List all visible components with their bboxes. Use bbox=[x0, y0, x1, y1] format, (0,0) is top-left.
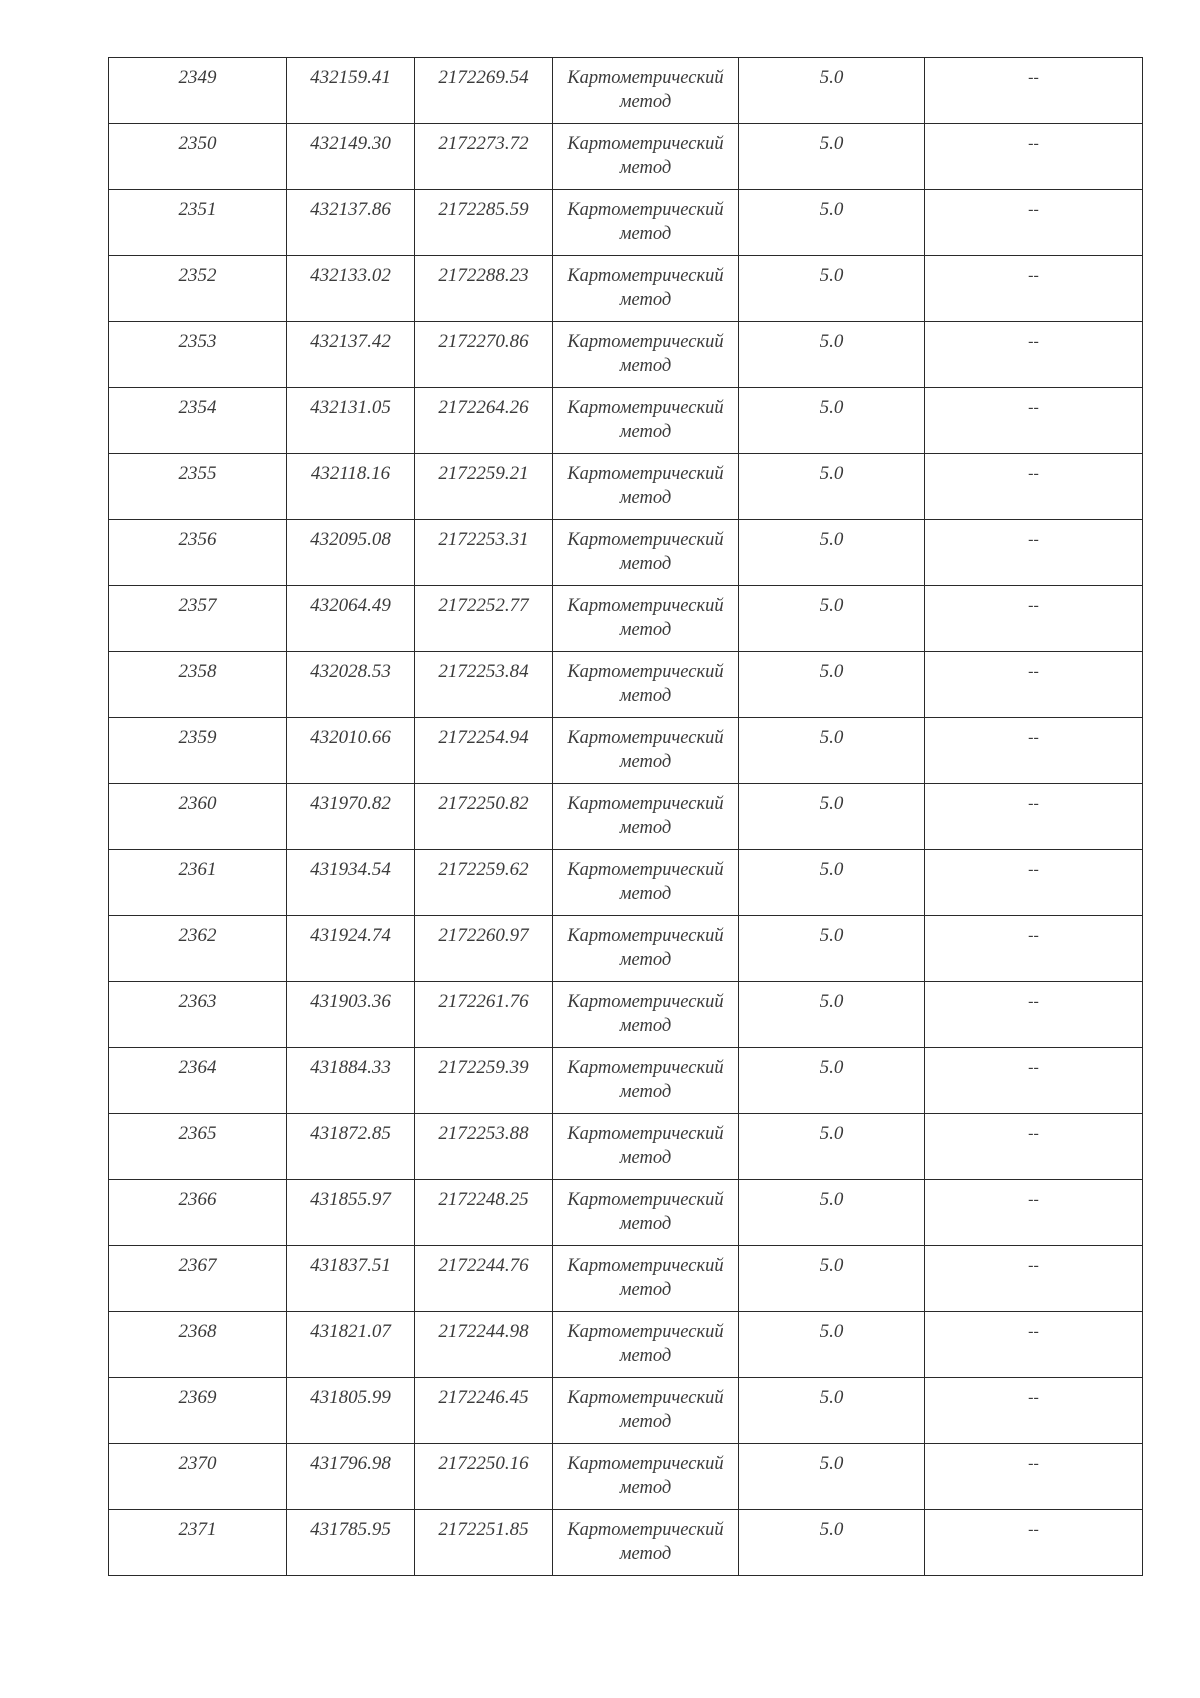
method-line-1: Картометрический bbox=[567, 1058, 724, 1078]
method-line-1: Картометрический bbox=[567, 662, 724, 682]
point-number-cell: 2349 bbox=[109, 58, 287, 124]
accuracy-cell: 5.0 bbox=[739, 1510, 925, 1576]
accuracy-cell: 5.0 bbox=[739, 124, 925, 190]
y-coordinate-cell: 2172253.88 bbox=[415, 1114, 553, 1180]
point-number-cell: 2371 bbox=[109, 1510, 287, 1576]
y-coordinate-cell: 2172288.23 bbox=[415, 256, 553, 322]
method-cell bbox=[553, 1312, 739, 1378]
accuracy-cell: 5.0 bbox=[739, 850, 925, 916]
table-row bbox=[109, 124, 1143, 190]
table-row bbox=[109, 850, 1143, 916]
table-row bbox=[109, 520, 1143, 586]
table-row bbox=[109, 322, 1143, 388]
method-line-2: метод bbox=[619, 290, 672, 310]
x-coordinate-cell: 432131.05 bbox=[287, 388, 415, 454]
note-cell: -- bbox=[925, 190, 1143, 256]
note-cell: -- bbox=[925, 58, 1143, 124]
accuracy-cell: 5.0 bbox=[739, 256, 925, 322]
note-cell: -- bbox=[925, 916, 1143, 982]
accuracy-cell: 5.0 bbox=[739, 982, 925, 1048]
x-coordinate-cell: 431872.85 bbox=[287, 1114, 415, 1180]
method-cell bbox=[553, 124, 739, 190]
method-line-1: Картометрический bbox=[567, 332, 724, 352]
table-body bbox=[109, 58, 1143, 1576]
note-cell: -- bbox=[925, 652, 1143, 718]
point-number-cell: 2356 bbox=[109, 520, 287, 586]
table-row bbox=[109, 718, 1143, 784]
method-cell bbox=[553, 190, 739, 256]
method-line-2: метод bbox=[619, 1148, 672, 1168]
x-coordinate-cell: 431970.82 bbox=[287, 784, 415, 850]
method-line-1: Картометрический bbox=[567, 1454, 724, 1474]
accuracy-cell: 5.0 bbox=[739, 1246, 925, 1312]
method-line-2: метод bbox=[619, 1478, 672, 1498]
method-line-1: Картометрический bbox=[567, 1256, 724, 1276]
point-number-cell: 2370 bbox=[109, 1444, 287, 1510]
y-coordinate-cell: 2172253.84 bbox=[415, 652, 553, 718]
method-line-2: метод bbox=[619, 356, 672, 376]
table-row bbox=[109, 1048, 1143, 1114]
accuracy-cell: 5.0 bbox=[739, 1114, 925, 1180]
method-line-2: метод bbox=[619, 752, 672, 772]
x-coordinate-cell: 432137.42 bbox=[287, 322, 415, 388]
y-coordinate-cell: 2172269.54 bbox=[415, 58, 553, 124]
method-line-2: метод bbox=[619, 488, 672, 508]
table-row bbox=[109, 454, 1143, 520]
point-number-cell: 2368 bbox=[109, 1312, 287, 1378]
x-coordinate-cell: 432010.66 bbox=[287, 718, 415, 784]
method-line-2: метод bbox=[619, 554, 672, 574]
point-number-cell: 2362 bbox=[109, 916, 287, 982]
method-cell bbox=[553, 1510, 739, 1576]
x-coordinate-cell: 431821.07 bbox=[287, 1312, 415, 1378]
accuracy-cell: 5.0 bbox=[739, 520, 925, 586]
table-row bbox=[109, 388, 1143, 454]
accuracy-cell: 5.0 bbox=[739, 784, 925, 850]
method-line-1: Картометрический bbox=[567, 992, 724, 1012]
method-line-1: Картометрический bbox=[567, 134, 724, 154]
point-number-cell: 2367 bbox=[109, 1246, 287, 1312]
table-row bbox=[109, 190, 1143, 256]
method-cell bbox=[553, 586, 739, 652]
method-cell bbox=[553, 520, 739, 586]
x-coordinate-cell: 432064.49 bbox=[287, 586, 415, 652]
method-line-2: метод bbox=[619, 1544, 672, 1564]
method-cell bbox=[553, 1444, 739, 1510]
y-coordinate-cell: 2172259.39 bbox=[415, 1048, 553, 1114]
method-line-2: метод bbox=[619, 1280, 672, 1300]
method-line-1: Картометрический bbox=[567, 1520, 724, 1540]
method-line-1: Картометрический bbox=[567, 794, 724, 814]
method-cell bbox=[553, 454, 739, 520]
method-cell bbox=[553, 916, 739, 982]
method-line-2: метод bbox=[619, 620, 672, 640]
method-cell bbox=[553, 388, 739, 454]
table-row bbox=[109, 1114, 1143, 1180]
method-line-1: Картометрический bbox=[567, 530, 724, 550]
table-row bbox=[109, 652, 1143, 718]
y-coordinate-cell: 2172270.86 bbox=[415, 322, 553, 388]
accuracy-cell: 5.0 bbox=[739, 454, 925, 520]
point-number-cell: 2358 bbox=[109, 652, 287, 718]
y-coordinate-cell: 2172250.16 bbox=[415, 1444, 553, 1510]
note-cell: -- bbox=[925, 850, 1143, 916]
y-coordinate-cell: 2172251.85 bbox=[415, 1510, 553, 1576]
note-cell: -- bbox=[925, 586, 1143, 652]
point-number-cell: 2366 bbox=[109, 1180, 287, 1246]
point-number-cell: 2351 bbox=[109, 190, 287, 256]
note-cell: -- bbox=[925, 388, 1143, 454]
method-line-1: Картометрический bbox=[567, 68, 724, 88]
x-coordinate-cell: 431796.98 bbox=[287, 1444, 415, 1510]
note-cell: -- bbox=[925, 1378, 1143, 1444]
method-line-2: метод bbox=[619, 950, 672, 970]
y-coordinate-cell: 2172259.21 bbox=[415, 454, 553, 520]
method-cell bbox=[553, 58, 739, 124]
accuracy-cell: 5.0 bbox=[739, 1048, 925, 1114]
y-coordinate-cell: 2172244.98 bbox=[415, 1312, 553, 1378]
method-line-1: Картометрический bbox=[567, 728, 724, 748]
accuracy-cell: 5.0 bbox=[739, 718, 925, 784]
method-line-1: Картометрический bbox=[567, 1124, 724, 1144]
method-line-1: Картометрический bbox=[567, 398, 724, 418]
y-coordinate-cell: 2172260.97 bbox=[415, 916, 553, 982]
note-cell: -- bbox=[925, 982, 1143, 1048]
note-cell: -- bbox=[925, 1312, 1143, 1378]
point-number-cell: 2357 bbox=[109, 586, 287, 652]
y-coordinate-cell: 2172285.59 bbox=[415, 190, 553, 256]
note-cell: -- bbox=[925, 1510, 1143, 1576]
y-coordinate-cell: 2172252.77 bbox=[415, 586, 553, 652]
method-line-2: метод bbox=[619, 1082, 672, 1102]
x-coordinate-cell: 432118.16 bbox=[287, 454, 415, 520]
x-coordinate-cell: 432133.02 bbox=[287, 256, 415, 322]
table-row bbox=[109, 1246, 1143, 1312]
y-coordinate-cell: 2172253.31 bbox=[415, 520, 553, 586]
point-number-cell: 2352 bbox=[109, 256, 287, 322]
note-cell: -- bbox=[925, 1180, 1143, 1246]
method-line-2: метод bbox=[619, 686, 672, 706]
x-coordinate-cell: 432149.30 bbox=[287, 124, 415, 190]
accuracy-cell: 5.0 bbox=[739, 586, 925, 652]
y-coordinate-cell: 2172261.76 bbox=[415, 982, 553, 1048]
method-line-2: метод bbox=[619, 818, 672, 838]
point-number-cell: 2359 bbox=[109, 718, 287, 784]
x-coordinate-cell: 431837.51 bbox=[287, 1246, 415, 1312]
x-coordinate-cell: 432159.41 bbox=[287, 58, 415, 124]
x-coordinate-cell: 431934.54 bbox=[287, 850, 415, 916]
method-cell bbox=[553, 322, 739, 388]
note-cell: -- bbox=[925, 520, 1143, 586]
method-line-2: метод bbox=[619, 224, 672, 244]
y-coordinate-cell: 2172264.26 bbox=[415, 388, 553, 454]
method-line-1: Картометрический bbox=[567, 860, 724, 880]
method-line-1: Картометрический bbox=[567, 926, 724, 946]
table-row bbox=[109, 256, 1143, 322]
method-line-2: метод bbox=[619, 422, 672, 442]
method-line-2: метод bbox=[619, 1016, 672, 1036]
method-line-1: Картометрический bbox=[567, 596, 724, 616]
method-cell bbox=[553, 652, 739, 718]
method-cell bbox=[553, 784, 739, 850]
accuracy-cell: 5.0 bbox=[739, 916, 925, 982]
method-line-1: Картометрический bbox=[567, 1190, 724, 1210]
method-cell bbox=[553, 256, 739, 322]
table-row bbox=[109, 916, 1143, 982]
note-cell: -- bbox=[925, 784, 1143, 850]
y-coordinate-cell: 2172248.25 bbox=[415, 1180, 553, 1246]
point-number-cell: 2369 bbox=[109, 1378, 287, 1444]
point-number-cell: 2353 bbox=[109, 322, 287, 388]
accuracy-cell: 5.0 bbox=[739, 190, 925, 256]
y-coordinate-cell: 2172259.62 bbox=[415, 850, 553, 916]
method-line-2: метод bbox=[619, 1214, 672, 1234]
y-coordinate-cell: 2172244.76 bbox=[415, 1246, 553, 1312]
method-line-2: метод bbox=[619, 1346, 672, 1366]
accuracy-cell: 5.0 bbox=[739, 322, 925, 388]
method-cell bbox=[553, 982, 739, 1048]
method-line-2: метод bbox=[619, 92, 672, 112]
method-cell bbox=[553, 1378, 739, 1444]
note-cell: -- bbox=[925, 322, 1143, 388]
method-cell bbox=[553, 1246, 739, 1312]
accuracy-cell: 5.0 bbox=[739, 652, 925, 718]
note-cell: -- bbox=[925, 256, 1143, 322]
x-coordinate-cell: 431805.99 bbox=[287, 1378, 415, 1444]
x-coordinate-cell: 431855.97 bbox=[287, 1180, 415, 1246]
y-coordinate-cell: 2172254.94 bbox=[415, 718, 553, 784]
method-line-2: метод bbox=[619, 884, 672, 904]
accuracy-cell: 5.0 bbox=[739, 1444, 925, 1510]
point-number-cell: 2361 bbox=[109, 850, 287, 916]
coordinates-table bbox=[108, 57, 1143, 1576]
note-cell: -- bbox=[925, 454, 1143, 520]
table-row bbox=[109, 784, 1143, 850]
method-cell bbox=[553, 718, 739, 784]
table-row bbox=[109, 1510, 1143, 1576]
x-coordinate-cell: 431924.74 bbox=[287, 916, 415, 982]
method-cell bbox=[553, 1180, 739, 1246]
point-number-cell: 2363 bbox=[109, 982, 287, 1048]
method-cell bbox=[553, 1048, 739, 1114]
method-line-2: метод bbox=[619, 1412, 672, 1432]
accuracy-cell: 5.0 bbox=[739, 388, 925, 454]
method-cell bbox=[553, 1114, 739, 1180]
y-coordinate-cell: 2172246.45 bbox=[415, 1378, 553, 1444]
note-cell: -- bbox=[925, 718, 1143, 784]
table-row bbox=[109, 586, 1143, 652]
method-cell bbox=[553, 850, 739, 916]
table-row bbox=[109, 1180, 1143, 1246]
table-row bbox=[109, 1444, 1143, 1510]
table-row bbox=[109, 1312, 1143, 1378]
x-coordinate-cell: 431785.95 bbox=[287, 1510, 415, 1576]
accuracy-cell: 5.0 bbox=[739, 1312, 925, 1378]
note-cell: -- bbox=[925, 124, 1143, 190]
note-cell: -- bbox=[925, 1444, 1143, 1510]
x-coordinate-cell: 432137.86 bbox=[287, 190, 415, 256]
accuracy-cell: 5.0 bbox=[739, 1180, 925, 1246]
point-number-cell: 2354 bbox=[109, 388, 287, 454]
table-row bbox=[109, 58, 1143, 124]
y-coordinate-cell: 2172273.72 bbox=[415, 124, 553, 190]
note-cell: -- bbox=[925, 1114, 1143, 1180]
method-line-1: Картометрический bbox=[567, 266, 724, 286]
table-row bbox=[109, 982, 1143, 1048]
point-number-cell: 2360 bbox=[109, 784, 287, 850]
point-number-cell: 2350 bbox=[109, 124, 287, 190]
x-coordinate-cell: 432095.08 bbox=[287, 520, 415, 586]
x-coordinate-cell: 431884.33 bbox=[287, 1048, 415, 1114]
accuracy-cell: 5.0 bbox=[739, 58, 925, 124]
note-cell: -- bbox=[925, 1048, 1143, 1114]
point-number-cell: 2355 bbox=[109, 454, 287, 520]
method-line-1: Картометрический bbox=[567, 1388, 724, 1408]
table-row bbox=[109, 1378, 1143, 1444]
point-number-cell: 2364 bbox=[109, 1048, 287, 1114]
method-line-1: Картометрический bbox=[567, 1322, 724, 1342]
note-cell: -- bbox=[925, 1246, 1143, 1312]
y-coordinate-cell: 2172250.82 bbox=[415, 784, 553, 850]
x-coordinate-cell: 431903.36 bbox=[287, 982, 415, 1048]
method-line-1: Картометрический bbox=[567, 464, 724, 484]
method-line-2: метод bbox=[619, 158, 672, 178]
point-number-cell: 2365 bbox=[109, 1114, 287, 1180]
method-line-1: Картометрический bbox=[567, 200, 724, 220]
accuracy-cell: 5.0 bbox=[739, 1378, 925, 1444]
x-coordinate-cell: 432028.53 bbox=[287, 652, 415, 718]
